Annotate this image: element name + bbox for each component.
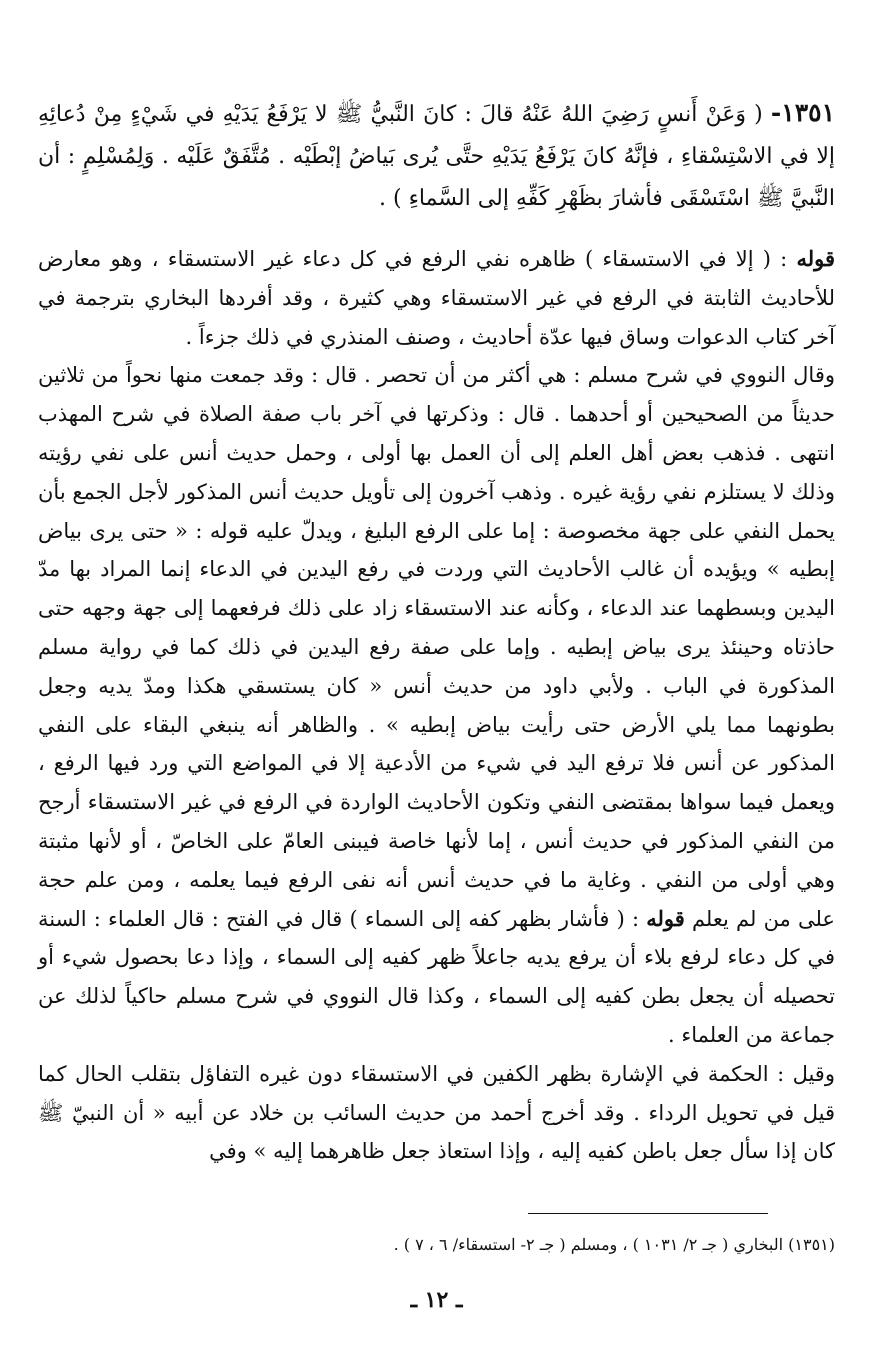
commentary-text-2a: وقال النووي في شرح مسلم : هي أكثر من أن تحصر . قال : وقد جمعت منها نحواً من ثلاثين حديثاً من الصحيحين أو أحدهما . قال : وذكرتها في آخر باب صفة الصلاة في شرح المهذب انتهى . فذهب بعض أهل العلم إلى أن العمل بها أولى ، وحمل حديث أنس على نفي رؤيته وذلك لا يستلزم نفي رؤية غيره . وذهب آخرون إلى تأويل حديث أنس المذكور لأجل الجمع بأن يحمل النفي على جهة مخصوصة : إما على الرفع البليغ ، ويدلّ عليه قوله : « حتى يرى بياض إبطيه » ويؤيده أن غالب الأحاديث التي وردت في رفع اليدين في الدعاء إنما المراد بها مدّ اليدين وبسطهما عند الدعاء ، وكأنه عند الاستسقاء زاد على ذلك فرفعهما إلى جهة وجهه حتى حاذتاه وحينئذ يرى بياض إبطيه . وإما على صفة رفع اليدين في ذلك كما في رواية مسلم المذكورة في الباب . ولأبي داود من حديث أنس « كان يستسقي هكذا ومدّ يديه وجعل بطونهما مما يلي الأرض حتى رأيت بياض إبطيه » . والظاهر أنه ينبغي البقاء على النفي المذكور عن أنس فلا ترفع اليد في شيء من الأدعية إلا في المواضع التي ورد فيها الرفع ، ويعمل فيما سواها بمقتضى النفي وتكون الأحاديث الواردة في الرفع في غير الاستسقاء أرجح من النفي المذكور في حديث أنس ، إما لأنها خاصة فيبنى العامّ على الخاصّ ، أو لأنها مثبتة وهي أولى من النفي . وغاية ما في حديث أنس أنه نفى الرفع فيما يعلمه ، ومن علم حجة على من لم يعلم xyxy=(38,363,835,931)
commentary-block xyxy=(38,240,835,1171)
commentary-lead-2: قوله xyxy=(646,905,685,931)
page-number: ـ ١٢ ـ xyxy=(410,1287,463,1313)
commentary-text-3: وقيل : الحكمة في الإشارة بظهر الكفين في الاستسقاء دون غيره التفاؤل بتقلب الحال كما قيل في تحويل الرداء . وقد أخرج أحمد من حديث السائب بن خلاد عن أبيه « أن النبيّ ﷺ كان إذا سأل جعل باطن كفيه إليه ، وإذا استعاذ جعل ظاهرهما إليه » وفي xyxy=(38,1061,835,1164)
commentary-paragraph-2 xyxy=(38,356,835,1054)
commentary-text-2b: : ( فأشار بظهر كفه إلى السماء ) قال في الفتح : قال العلماء : السنة في كل دعاء لرفع بلاء أن يرفع يديه جاعلاً ظهر كفيه إلى السماء ، وإذا دعا بحصول شيء أو تحصيله أن يجعل بطن كفيه إلى السماء ، وكذا قال النووي في شرح مسلم حاكياً لذلك عن جماعة من العلماء . xyxy=(38,906,835,1047)
commentary-paragraph-3 xyxy=(38,1055,835,1171)
commentary-paragraph-1 xyxy=(38,240,835,356)
hadith-block xyxy=(38,92,835,220)
footnote-divider xyxy=(528,1213,768,1214)
footnote: (١٣٥١) البخاري ( جـ ٢/ ١٠٣١ ) ، ومسلم ( جـ ٢- استسقاء/ ٦ ، ٧ ) . xyxy=(393,1235,835,1254)
commentary-text-1: : ( إلا في الاستسقاء ) ظاهره نفي الرفع في كل دعاء غير الاستسقاء ، وهو معارض للأحاديث الثابتة في الرفع في غير الاستسقاء وهي كثيرة ، وقد أفردها البخاري بترجمة في آخر كتاب الدعوات وساق فيها عدّة أحاديث ، وصنف المنذري في ذلك جزءاً . xyxy=(38,247,835,349)
hadith-text xyxy=(38,92,835,220)
hadith-number: ١٣٥١- xyxy=(770,98,835,127)
hadith-body: ( وَعَنْ أَنسٍ رَضِيَ اللهُ عَنْهُ قالَ : كانَ النَّبيُّ ﷺ لا يَرْفَعُ يَدَيْهِ في شَيْءٍ مِنْ دُعائِهِ إلا في الاسْتِسْقاءِ ، فإنَّهُ كانَ يَرْفَعُ يَدَيْهِ حتَّى يُرى بَياضُ إبْطَيْه . مُتَّفَقٌ عَلَيْه . وَلِمُسْلِمٍ : أن النَّبيَّ ﷺ اسْتَسْقَى فأشارَ بظَهْرِ كَفِّهِ إلى السَّماءِ ) . xyxy=(38,102,835,211)
commentary-lead: قوله xyxy=(796,246,835,271)
